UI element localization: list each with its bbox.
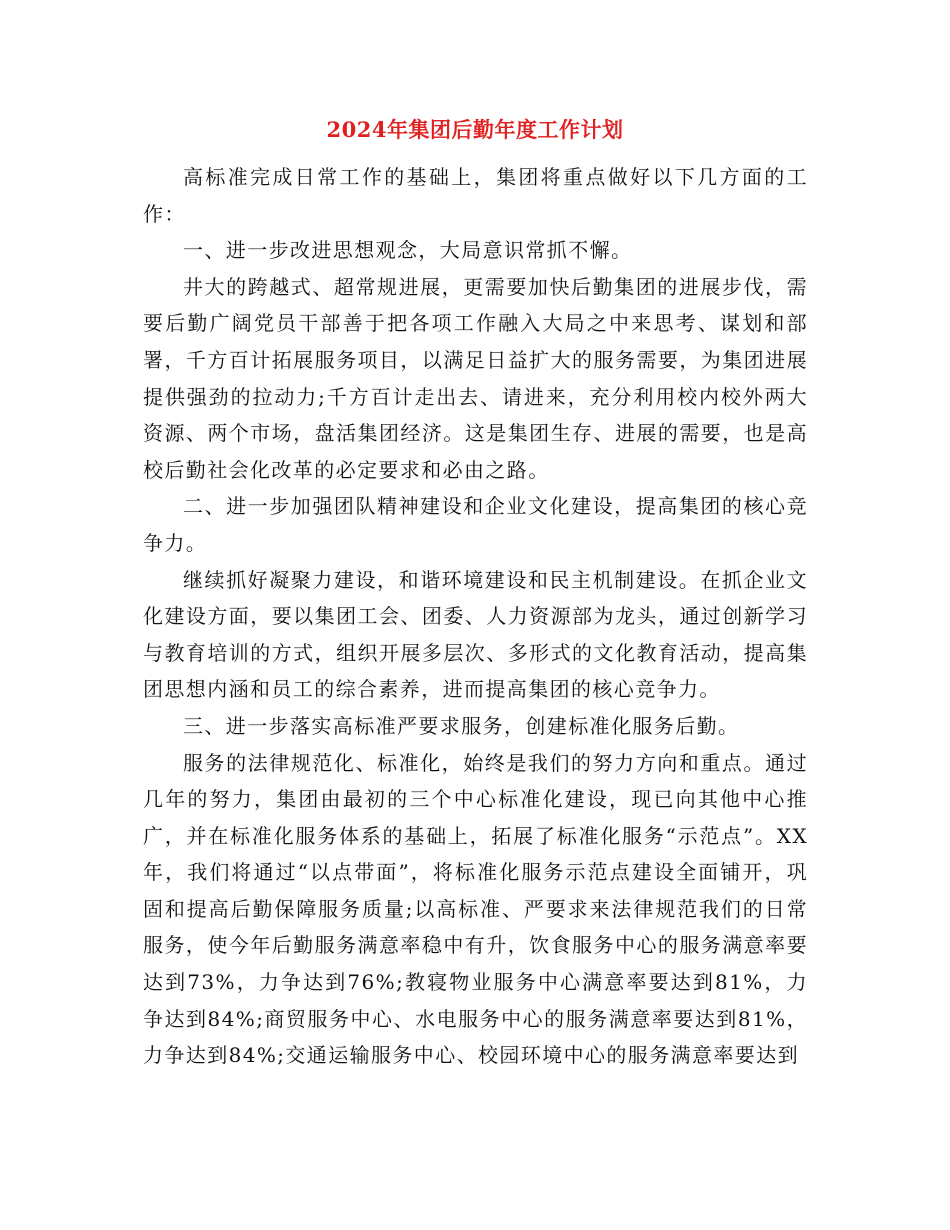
document-title: 2024年集团后勤年度工作计划 bbox=[326, 117, 624, 142]
paragraph-body-1: 井大的跨越式、超常规进展，更需要加快后勤集团的进展步伐，需要后勤广阔党员干部善于把各项工作融入大局之中来思考、谋划和部署，千方百计拓展服务项目，以满足日益扩大的服务需要，为集团进展提供强劲的拉动力;千方百计走出去、请进来，充分利用校内校外两大资源、两个市场，盘活集团经济。这是集团生存、进展的需要，也是高校后勤社会化改革的必定要求和必由之路。 bbox=[143, 274, 808, 482]
paragraph-heading-1: 一、进一步改进思想观念，大局意识常抓不懈。 bbox=[183, 238, 633, 263]
paragraph-intro: 高标准完成日常工作的基础上，集团将重点做好以下几方面的工作： bbox=[143, 165, 808, 226]
document-body bbox=[143, 159, 808, 1074]
paragraph-body-2: 继续抓好凝聚力建设，和谐环境建设和民主机制建设。在抓企业文化建设方面，要以集团工会、团委、人力资源部为龙头，通过创新学习与教育培训的方式，组织开展多层次、多形式的文化教育活动，提高集团思想内涵和员工的综合素养，进而提高集团的核心竞争力。 bbox=[143, 567, 808, 702]
paragraph-heading-3: 三、进一步落实高标准严要求服务，创建标准化服务后勤。 bbox=[183, 713, 740, 738]
paragraph-body-3: 服务的法律规范化、标准化，始终是我们的努力方向和重点。通过几年的努力，集团由最初的三个中心标准化建设，现已向其他中心推广，并在标准化服务体系的基础上，拓展了标准化服务“示范点”。XX年，我们将通过“以点带面”，将标准化服务示范点建设全面铺开，巩固和提高后勤保障服务质量;以高标准、严要求来法律规范我们的日常服务，使今年后勤服务满意率稳中有升，饮食服务中心的服务满意率要达到73%，力争达到76%;教寝物业服务中心满意率要达到81%，力争达到84%;商贸服务中心、水电服务中心的服务满意率要达到81%，力争达到84%;交通运输服务中心、校园环境中心的服务满意率要达到 bbox=[143, 750, 808, 1068]
paragraph-heading-2: 二、进一步加强团队精神建设和企业文化建设，提高集团的核心竞争力。 bbox=[143, 494, 808, 555]
